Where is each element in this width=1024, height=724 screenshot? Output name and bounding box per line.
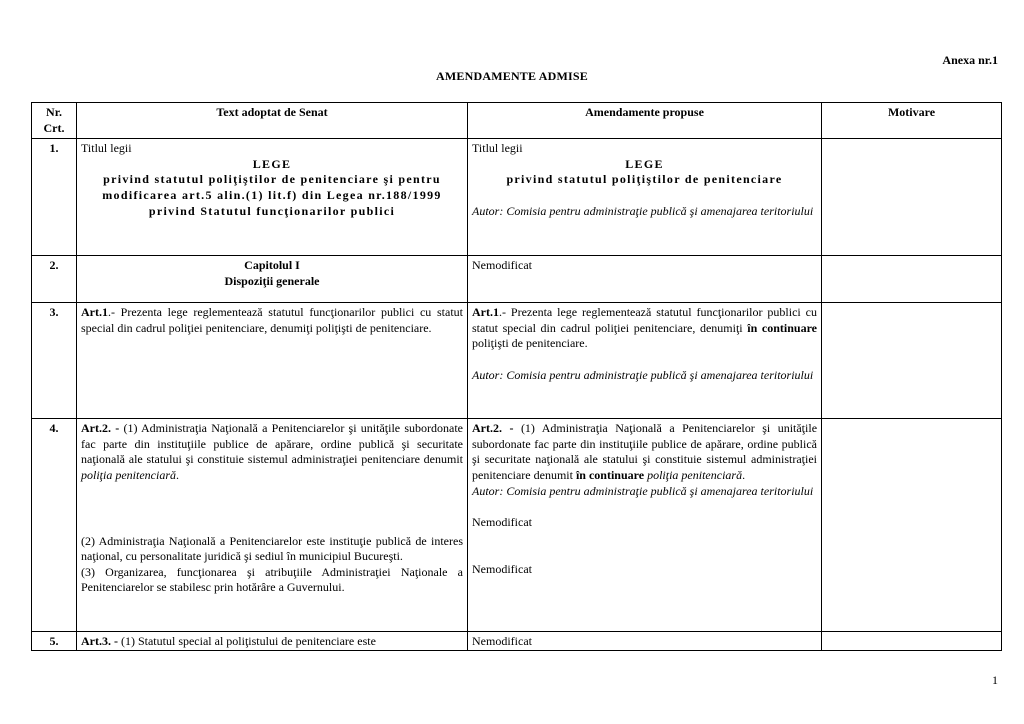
- amendments-table: [31, 102, 1002, 651]
- amend-paragraph-2: Nemodificat: [472, 514, 532, 529]
- header-amendments: Amendamente propuse: [468, 103, 822, 139]
- annex-label: Anexa nr.1: [942, 53, 998, 67]
- table-row: [32, 632, 1002, 651]
- article-label: Art.3. -: [81, 634, 118, 649]
- article-label: Art.2. -: [81, 421, 120, 436]
- motivation-cell: [822, 632, 1002, 651]
- amend-text: Nemodificat: [472, 634, 532, 649]
- page-number: 1: [992, 673, 998, 687]
- article-body: .- Prezenta lege reglementează statutul funcţionarilor publici cu statut special din cadrul poliţiei penitenciare, denumiţi poliţişti de penitenciare.: [81, 305, 463, 335]
- amend-law-title: privind statutul poliţiştilor de penitenciare: [506, 172, 783, 187]
- amend-law-heading: LEGE: [625, 156, 664, 171]
- amend-paragraph-3: Nemodificat: [472, 561, 532, 576]
- amendment-cell: [468, 419, 822, 632]
- motivation-cell: [822, 419, 1002, 632]
- senat-law-heading: LEGE: [252, 156, 292, 171]
- amend-article-text: [472, 305, 817, 352]
- italic-term: poliţia penitenciară: [647, 467, 743, 482]
- senat-paragraph-3: (3) Organizarea, funcţionarea şi atribuţiile Administraţiei Naţionale a Penitenciarelor se stabilesc prin hotărâre a Guvernului.: [81, 564, 463, 595]
- paragraph-end: .: [742, 467, 746, 482]
- senat-cell: [77, 139, 468, 256]
- paragraph-end: .: [176, 467, 179, 482]
- senat-cell: [77, 632, 468, 651]
- chapter-title: Dispoziţii generale: [224, 273, 320, 288]
- amend-paragraph-1: [472, 421, 817, 483]
- article-body: .- Prezenta lege reglementează statutul funcţionarilor publici cu statut special din cadrul poliţiei penitenciare, denumiţi: [472, 305, 817, 335]
- row-number: 2.: [32, 256, 77, 303]
- motivation-cell: [822, 303, 1002, 419]
- motivation-cell: [822, 256, 1002, 303]
- senat-paragraph-2: (2) Administraţia Naţională a Penitenciarelor este instituţie publică de interes naţional, cu personalitate juridică şi sediul în municipiul Bucureşti.: [81, 533, 463, 564]
- amend-author: Autor: Comisia pentru administraţie publică şi amenajarea teritoriului: [472, 483, 814, 498]
- row-number: 4.: [32, 419, 77, 632]
- amendment-cell: [468, 632, 822, 651]
- amend-author: Autor: Comisia pentru administraţie publică şi amenajarea teritoriului: [472, 203, 814, 218]
- row-number: 1.: [32, 139, 77, 256]
- senat-article-text: [81, 305, 463, 336]
- senat-cell: [77, 256, 468, 303]
- amend-text: Nemodificat: [472, 258, 532, 273]
- senat-title-label: Titlul legii: [81, 141, 132, 156]
- article-body: (1) Statutul special al poliţistului de penitenciare este: [117, 634, 376, 649]
- header-nr-line1: Nr.: [46, 105, 62, 119]
- header-senat: Text adoptat de Senat: [77, 103, 468, 139]
- table-header-row: [32, 103, 1002, 139]
- header-nr: [32, 103, 77, 139]
- amend-title-label: Titlul legii: [472, 141, 523, 156]
- senat-cell: [77, 303, 468, 419]
- motivation-cell: [822, 139, 1002, 256]
- paragraph-text: (1) Administraţia Naţională a Penitenciarelor şi unităţile subordonate fac parte din instituţiile publice de apărare, ordine publică şi securitate naţională ale statului şi constituie sistemul administraţiei penitenciare denumit: [472, 421, 818, 482]
- row-number: 5.: [32, 632, 77, 651]
- table-row: [32, 139, 1002, 256]
- senat-paragraph-1: [81, 421, 463, 483]
- table-row: [32, 419, 1002, 632]
- table-row: [32, 256, 1002, 303]
- senat-article-text: [81, 634, 463, 650]
- header-motivation: Motivare: [822, 103, 1002, 139]
- amendment-cell: [468, 256, 822, 303]
- italic-term: poliţia penitenciară: [81, 467, 176, 482]
- article-body-end: poliţişti de penitenciare.: [472, 336, 588, 351]
- article-label: Art.2. -: [472, 421, 514, 436]
- article-bold-insert: în continuare: [575, 467, 645, 482]
- document-title: AMENDAMENTE ADMISE: [436, 69, 588, 83]
- amend-author: Autor: Comisia pentru administraţie publică şi amenajarea teritoriului: [472, 367, 814, 382]
- table-row: [32, 303, 1002, 419]
- senat-law-title: privind statutul poliţiştilor de penitenciare şi pentru modificarea art.5 alin.(1) lit.f) din Legea nr.188/1999 privind Statutul funcţionarilor publici: [102, 172, 442, 218]
- article-label: Art.1: [472, 305, 499, 320]
- header-nr-line2: Crt.: [43, 120, 65, 135]
- senat-cell: [77, 419, 468, 632]
- article-label: Art.1: [81, 305, 108, 320]
- article-bold-insert: în continuare: [747, 320, 818, 335]
- amendment-cell: [468, 303, 822, 419]
- paragraph-text: (1) Administraţia Naţională a Penitenciarelor şi unităţile subordonate fac parte din instituţiile publice de apărare, ordine publică şi securitate naţională ale statului şi constituie sistemul administraţiei penitenciare denumit: [81, 421, 463, 467]
- amendment-cell: [468, 139, 822, 256]
- row-number: 3.: [32, 303, 77, 419]
- chapter-number: Capitolul I: [244, 258, 300, 273]
